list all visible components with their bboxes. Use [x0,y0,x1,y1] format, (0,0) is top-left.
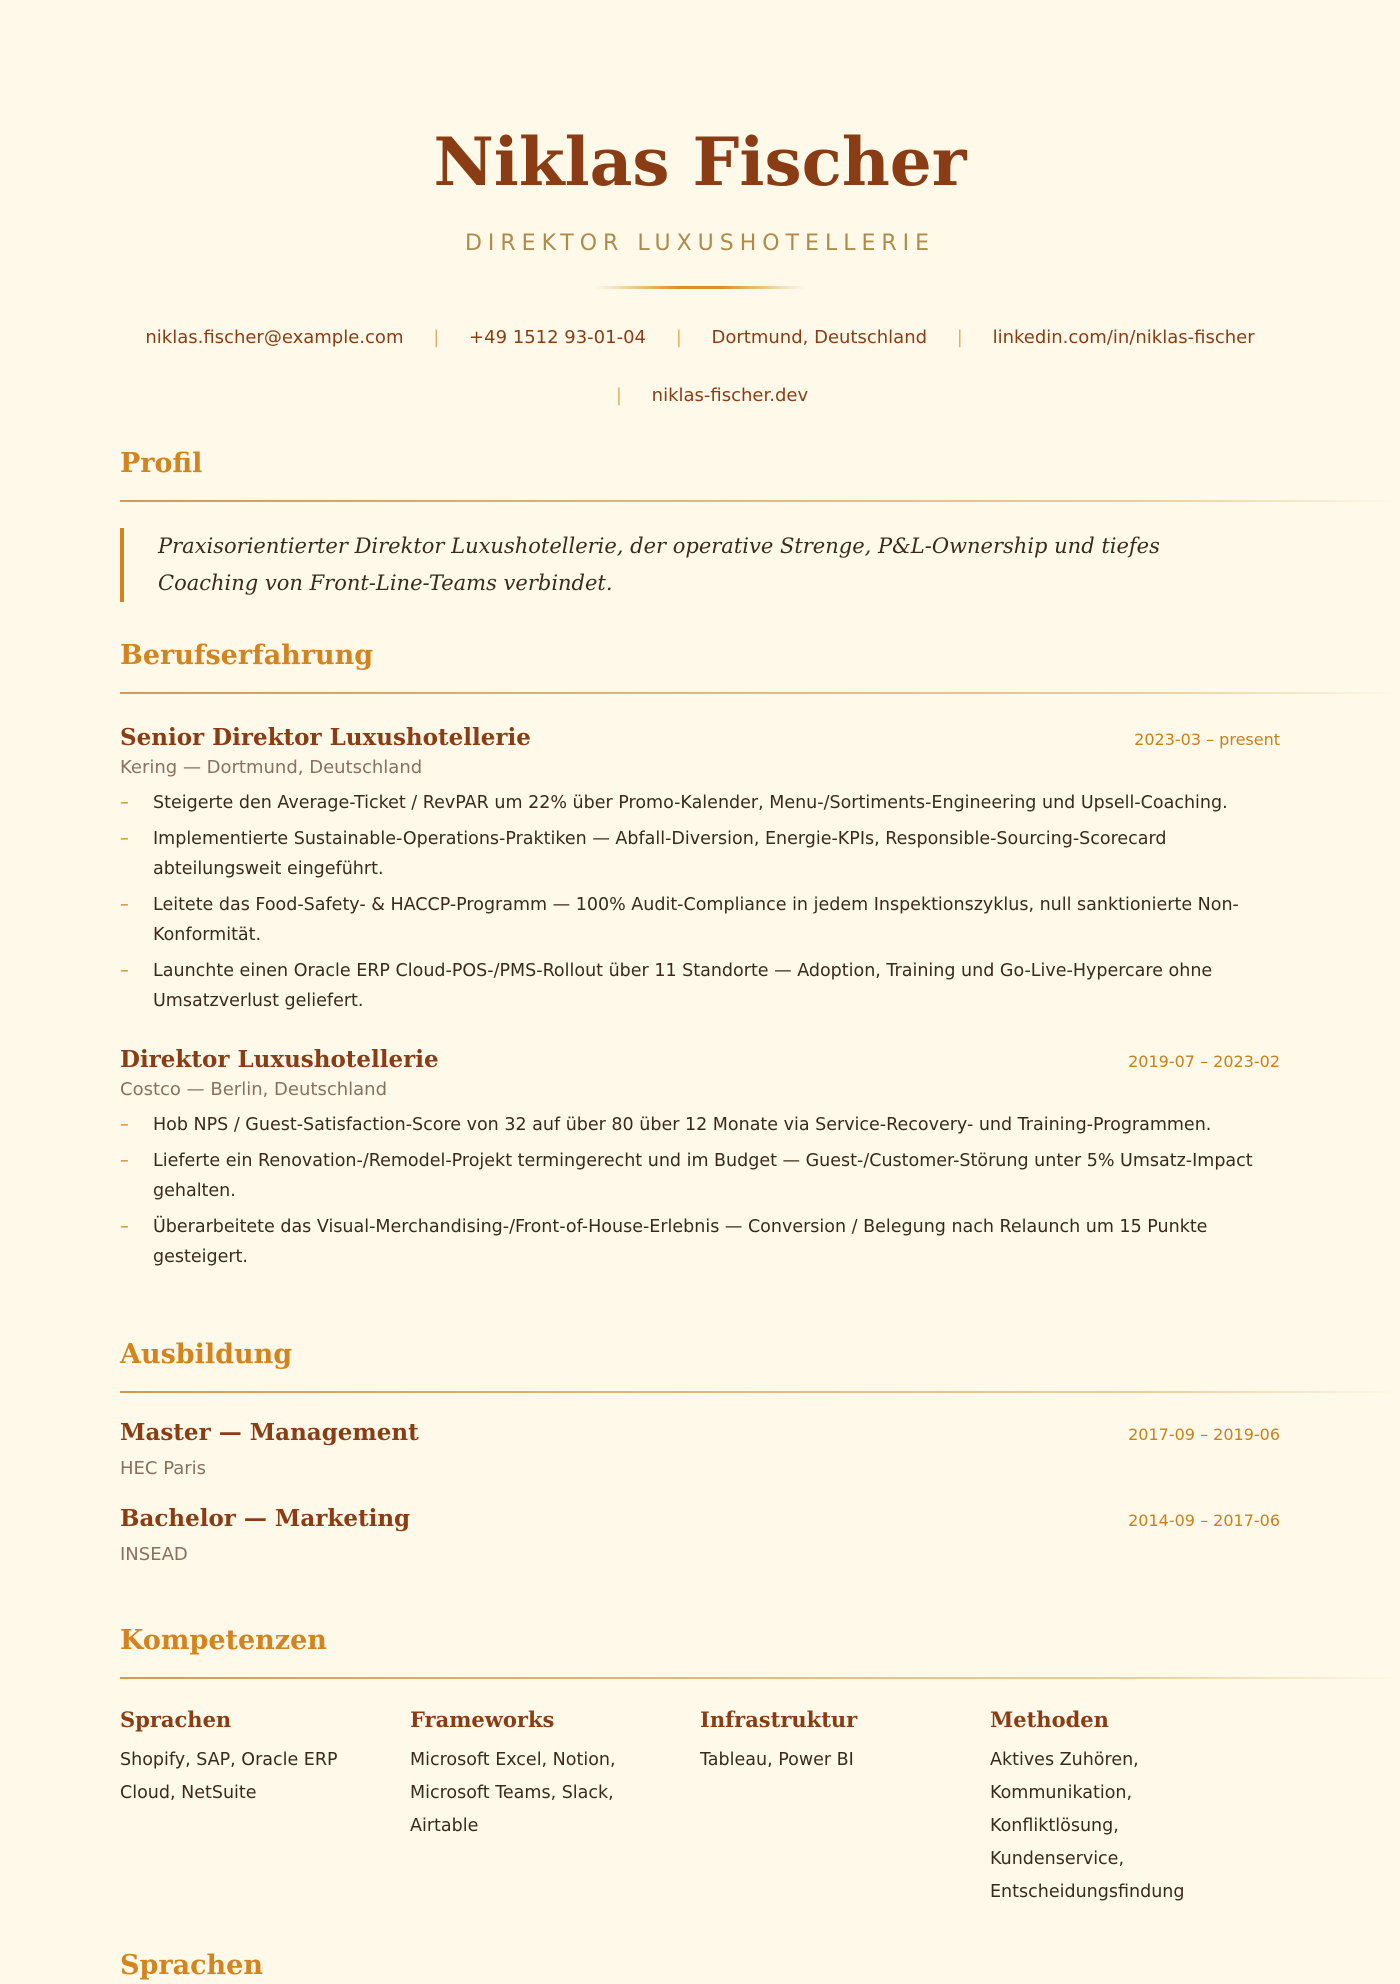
skill-group [120,1707,410,1909]
list-item: – Überarbeitete das Visual-Merchandising-/Front-of-House-Erlebnis — Conversion / Belegung nach Relaunch um 15 Punkte gesteigert. [120,1212,1280,1272]
candidate-name: Niklas Fischer [433,123,967,201]
job-title: Direktor Luxushotellerie [120,1046,439,1073]
education-entry [120,1419,1280,1479]
list-item: – Launchte einen Oracle ERP Cloud-POS-/PMS-Rollout über 11 Standorte — Adoption, Training und Go-Live-Hypercare ohne Umsatzverlust geliefert. [120,956,1280,1016]
resume-header [0,0,1400,425]
contact-list [100,309,1300,425]
list-item: – Lieferte ein Renovation-/Remodel-Projekt termingerecht und im Budget — Guest-/Customer-Störung unter 5% Umsatz-Impact gehalten. [120,1146,1280,1206]
degree-title: Bachelor — Marketing [120,1505,411,1532]
section-rule [120,692,1400,694]
job-bullets [120,1110,1280,1272]
candidate-title: DIREKTOR LUXUSHOTELLERIE [464,231,936,256]
job-dates: 2019-07 – 2023-02 [1128,1052,1280,1071]
skill-group-items: Microsoft Excel, Notion, Microsoft Teams, Slack, Airtable [410,1750,616,1836]
contact-separator: | [433,327,440,348]
skill-group-title: Infrastruktur [700,1707,858,1732]
job-company: Kering — Dortmund, Deutschland [120,757,423,778]
dash-icon: – [120,1217,129,1237]
education-entry [120,1505,1280,1565]
job-entry [120,1046,1280,1272]
list-item: – Leitete das Food-Safety- & HACCP-Programm — 100% Audit-Compliance in jedem Inspektionszyklus, null sanktionierte Non-Konformität. [120,890,1280,950]
skills-grid [120,1707,1280,1909]
profile-section [120,446,1280,602]
section-title: Kompetenzen [120,1625,327,1656]
skills-section [120,1623,1280,1909]
dash-icon: – [120,895,129,915]
section-rule [120,500,1400,502]
skill-group [990,1707,1280,1909]
skill-group-items: Shopify, SAP, Oracle ERP Cloud, NetSuite [120,1750,338,1803]
school-name: INSEAD [120,1544,188,1565]
skill-group-items: Tableau, Power BI [700,1750,854,1770]
school-name: HEC Paris [120,1458,207,1479]
section-title: Profil [120,448,203,479]
job-bullets [120,788,1280,1016]
languages-section [120,1948,1280,1984]
education-dates: 2017-09 – 2019-06 [1128,1425,1280,1444]
contact-phone[interactable]: +49 1512 93-01-04 [469,327,646,348]
section-rule [120,1677,1400,1679]
contact-location: Dortmund, Deutschland [711,327,928,348]
dash-icon: – [120,1115,129,1135]
contact-email[interactable]: niklas.fischer@example.com [145,327,404,348]
contact-website[interactable]: niklas-fischer.dev [651,385,809,406]
dash-icon: – [120,793,129,813]
contact-linkedin[interactable]: linkedin.com/in/niklas-fischer [992,327,1255,348]
education-section [120,1337,1280,1565]
dash-icon: – [120,1151,129,1171]
contact-separator: | [615,385,622,406]
dash-icon: – [120,829,129,849]
job-entry [120,724,1280,1016]
skill-group [410,1707,700,1909]
job-title: Senior Direktor Luxushotellerie [120,724,531,751]
skill-group-title: Sprachen [120,1707,232,1732]
skill-group-title: Methoden [990,1707,1109,1732]
skill-group-title: Frameworks [410,1707,555,1732]
job-dates: 2023-03 – present [1134,730,1280,749]
header-divider [595,286,805,289]
section-title: Ausbildung [120,1339,293,1370]
skill-group [700,1707,990,1909]
degree-title: Master — Management [120,1419,419,1446]
list-item: – Hob NPS / Guest-Satisfaction-Score von 32 auf über 80 über 12 Monate via Service-Recovery- und Training-Programmen. [120,1110,1280,1140]
education-dates: 2014-09 – 2017-06 [1128,1511,1280,1530]
contact-separator: | [675,327,682,348]
job-company: Costco — Berlin, Deutschland [120,1079,387,1100]
section-title: Sprachen [120,1950,263,1981]
profile-summary: Praxisorientierter Direktor Luxushotellerie, der operative Strenge, P&L-Ownership und tiefes Coaching von Front-Line-Teams verbindet. [120,528,1238,602]
list-item: – Implementierte Sustainable-Operations-Praktiken — Abfall-Diversion, Energie-KPIs, Responsible-Sourcing-Scorecard abteilungsweit eingeführt. [120,824,1280,884]
section-title: Berufserfahrung [120,640,374,671]
experience-section [120,638,1280,1278]
contact-separator: | [956,327,963,348]
section-rule [120,1391,1400,1393]
dash-icon: – [120,961,129,981]
skill-group-items: Aktives Zuhören, Kommunikation, Konfliktlösung, Kundenservice, Entscheidungsfindung [990,1750,1185,1902]
list-item: – Steigerte den Average-Ticket / RevPAR um 22% über Promo-Kalender, Menu-/Sortiments-Engineering und Upsell-Coaching. [120,788,1280,818]
